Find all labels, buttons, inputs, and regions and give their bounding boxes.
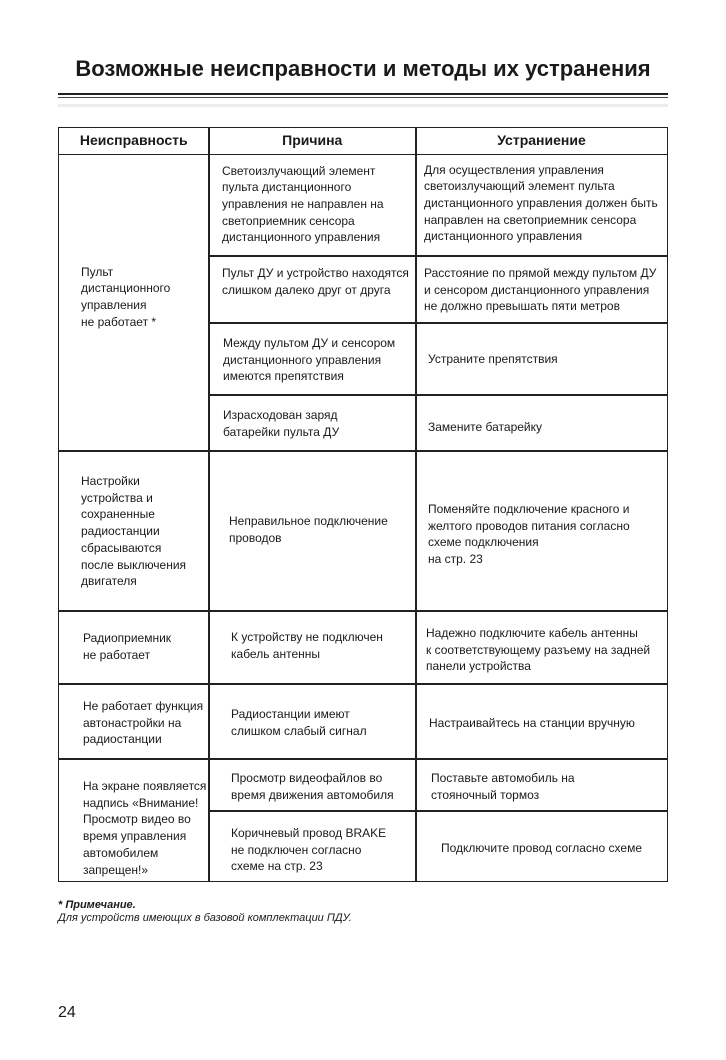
cause-text: Неправильное подключение проводов [229, 514, 388, 545]
fix-cell [415, 758, 668, 812]
cause-cell [208, 255, 417, 324]
fix-text: Надежно подключите кабель антенны к соответствующему разъему на задней панели устройства [426, 626, 651, 674]
cause-text: Светоизлучающий элемент пульта дистанционного управления не направлен на светоприемник сенсора дистанционного управления [222, 163, 384, 245]
fix-cell [415, 610, 668, 685]
cause-text: Просмотр видеофайлов во время движения автомобиля [231, 771, 394, 802]
cause-text: К устройству не подключен кабель антенны [231, 630, 383, 661]
fault-cell [58, 758, 210, 882]
fix-text: Расстояние по прямой между пультом ДУ и сенсором дистанционного управления не должно превышать пяти метров [424, 266, 657, 314]
footnote [58, 899, 352, 925]
cause-cell [208, 450, 417, 612]
cause-text: Израсходован заряд батарейки пульта ДУ [223, 408, 340, 439]
fix-text: Настраивайтесь на станции вручную [429, 716, 635, 730]
page-number: 24 [58, 1004, 76, 1021]
fault-cell [58, 450, 210, 612]
fault-cell [58, 154, 210, 452]
fix-text: Подключите провод согласно схеме [441, 841, 643, 855]
cause-cell [208, 610, 417, 685]
title-rule-thin [58, 97, 668, 98]
fault-cell [58, 610, 210, 685]
fault-text: Радиоприемник не работает [83, 631, 172, 662]
fault-cell [58, 683, 210, 760]
cause-text: Коричневый провод BRAKE не подключен согласно схеме на стр. 23 [231, 826, 387, 874]
fault-text: Пульт дистанционного управления не работает * [81, 264, 171, 329]
cause-cell [208, 810, 417, 882]
fix-cell [415, 322, 668, 396]
fix-text: Поставьте автомобиль на стояночный тормоз [431, 771, 575, 802]
title-rule-thick [58, 93, 668, 95]
cause-cell [208, 322, 417, 396]
fix-cell [415, 450, 668, 612]
cause-cell [208, 154, 417, 257]
footnote-text: Для устройств имеющих в базовой комплектации ПДУ. [58, 912, 352, 924]
fix-cell [415, 810, 668, 882]
fault-text: Настройки устройства и сохраненные радиостанции сбрасываются после выключения двигателя [81, 474, 187, 589]
fault-text: Не работает функция автонастройки на радиостанции [83, 699, 204, 747]
fix-text: Устраните препятствия [428, 352, 558, 366]
fix-cell [415, 683, 668, 760]
footnote-heading: * Примечание. [58, 899, 136, 911]
cause-cell [208, 758, 417, 812]
cause-text: Радиостанции имеют слишком слабый сигнал [231, 707, 367, 738]
fix-cell [415, 154, 668, 257]
fix-text: Для осуществления управления светоизлучающий элемент пульта дистанционного управления должен быть направлен на светоприемник сенсора дистанционного управления [424, 162, 658, 244]
title-rule-gray [58, 104, 668, 107]
header-fault: Неисправность [58, 127, 210, 155]
fix-cell [415, 255, 668, 324]
fix-cell [415, 394, 668, 452]
fix-text: Поменяйте подключение красного и желтого проводов питания согласно схеме подключения на стр. 23 [428, 502, 630, 567]
page-title: Возможные неисправности и методы их устранения [75, 56, 651, 81]
cause-cell [208, 683, 417, 760]
header-fix: Устраниение [415, 127, 668, 155]
cause-text: Между пультом ДУ и сенсором дистанционного управления имеются препятствия [223, 336, 396, 384]
fix-text: Замените батарейку [428, 420, 543, 434]
cause-text: Пульт ДУ и устройство находятся слишком далеко друг от друга [222, 266, 409, 297]
fault-text: На экране появляется надпись «Внимание! Просмотр видео во время управления автомобилем запрещен!» [83, 779, 207, 877]
header-cause: Причина [208, 127, 417, 155]
cause-cell [208, 394, 417, 452]
